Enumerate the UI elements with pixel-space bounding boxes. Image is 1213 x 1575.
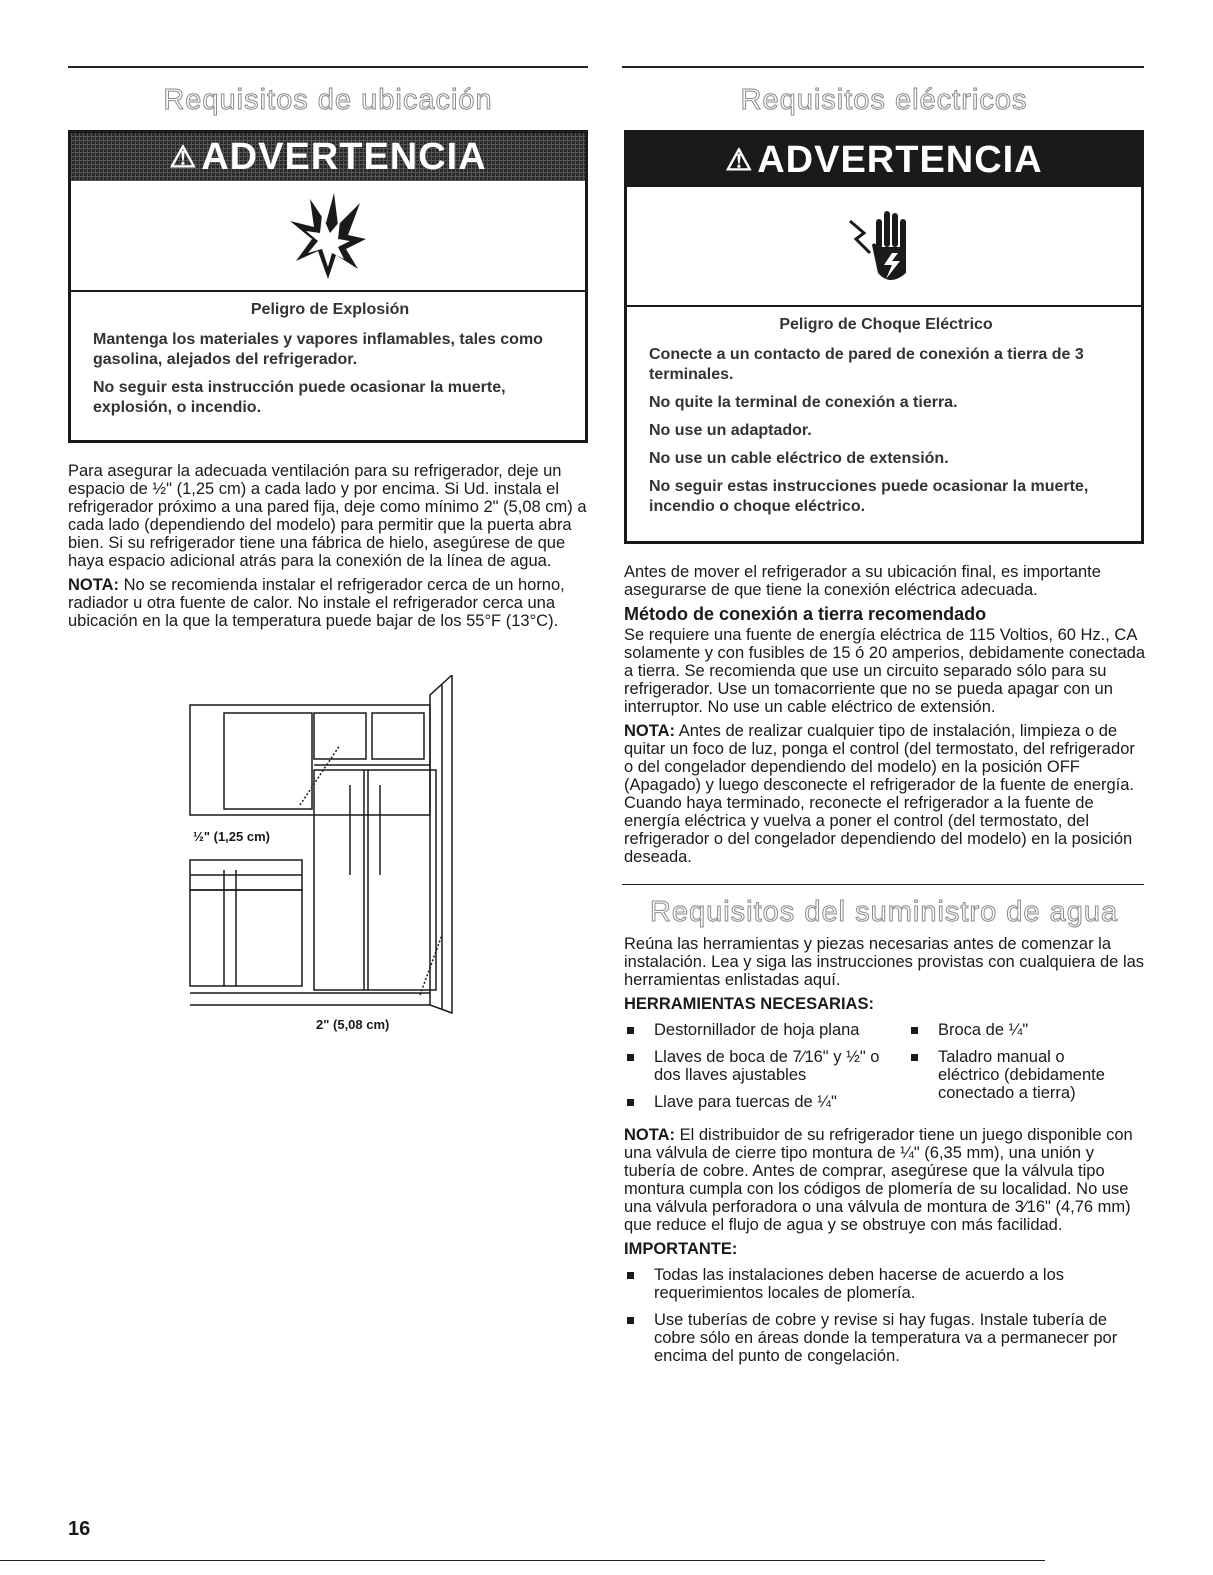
- top-rule-left: [68, 66, 588, 68]
- page-number: 16: [68, 1518, 91, 1540]
- list-item: Broca de ¼": [908, 1021, 1128, 1039]
- hazard-title: Peligro de Choque Eléctrico: [779, 316, 993, 333]
- note-text: Antes de realizar cualquier tipo de instalación, limpieza o de quitar un foco de luz, ponga el control (del termostato, del refrigerador o del congelador dependiendo del modelo) en la posición OFF (Apagado) y luego desconecte el refrigerador de la fuente de energía. Cuando haya terminado, reconecte el refrigerador a la fuente de energía eléctrica y vuelva a poner el control (del termostato, del refrigerador o del congelador dependiendo del modelo) en la posición deseada.: [624, 722, 1135, 866]
- explosion-icon: [288, 191, 368, 281]
- warning-line: No seguir estas instrucciones puede ocasionar la muerte, incendio o choque eléctrico.: [649, 478, 1089, 515]
- note-label: NOTA:: [624, 722, 676, 740]
- section-title-location: Requisitos de ubicación: [163, 84, 493, 116]
- warning-header-label: ADVERTENCIA: [201, 135, 487, 178]
- warning-triangle-icon: ⚠: [169, 140, 198, 174]
- clearance-figure: [180, 675, 480, 1035]
- tools-heading: HERRAMIENTAS NECESARIAS:: [624, 995, 874, 1013]
- tools-list-right: [908, 1021, 1128, 1120]
- top-rule-right: [622, 66, 1144, 68]
- mid-rule-right: [622, 884, 1144, 885]
- warning-box-explosion: [68, 130, 588, 443]
- figure-label-two-inch: 2" (5,08 cm): [316, 1017, 390, 1032]
- warning-line: Conecte a un contacto de pared de conexión a tierra de 3 terminales.: [649, 346, 1084, 383]
- electric-shock-icon: [844, 201, 924, 291]
- electrical-intro: Antes de mover el refrigerador a su ubicación final, es importante asegurarse de que tiene la conexión eléctrica adecuada.: [624, 563, 1101, 599]
- note-text: No se recomienda instalar el refrigerador cerca de un horno, radiador u otra fuente de calor. No instale el refrigerador cerca una ubicación en la que la temperatura puede bajar de los 55°F (13°C).: [68, 576, 565, 630]
- shock-icon-area: [627, 187, 1141, 307]
- important-list: [624, 1266, 1146, 1365]
- warning-line: No use un adaptador.: [649, 422, 812, 439]
- grounding-paragraph: Se requiere una fuente de energía eléctrica de 115 Voltios, 60 Hz., CA solamente y con fusibles de 15 ó 20 amperios, debidamente conectada a tierra. Se recomienda que use un circuito separado sólo para su refrigerador. Use un tomacorriente que no se pueda apagar con un interruptor. No use un cable eléctrico de extensión.: [624, 626, 1145, 716]
- warning-header-label: ADVERTENCIA: [757, 138, 1043, 181]
- list-item: Taladro manual o eléctrico (debidamente conectado a tierra): [908, 1048, 1128, 1102]
- bottom-rule: [0, 1560, 1045, 1561]
- figure-label-half-inch: ½" (1,25 cm): [193, 829, 270, 844]
- tools-list: [624, 1021, 1146, 1120]
- warning-line: No quite la terminal de conexión a tierra.: [649, 394, 958, 411]
- warning-line: Mantenga los materiales y vapores inflamables, tales como gasolina, alejados del refrigerador.: [93, 331, 543, 368]
- important-heading: IMPORTANTE:: [624, 1240, 738, 1258]
- note-text: El distribuidor de su refrigerador tiene un juego disponible con una válvula de cierre tipo montura de ¼" (6,35 mm), una unión y tubería de cobre. Antes de comprar, asegúrese que la válvula tipo montura cumpla con los códigos de plomería de su localidad. No use una válvula perforadora o una válvula de montura de 3⁄16" (4,76 mm) que reduce el flujo de agua y se obstruye con más facilidad.: [624, 1126, 1133, 1234]
- warning-header: [627, 133, 1141, 187]
- explosion-icon-area: [71, 181, 585, 292]
- location-note: [68, 576, 588, 630]
- warning-triangle-icon: ⚠: [725, 143, 754, 177]
- list-item: Todas las instalaciones deben hacerse de acuerdo a los requerimientos locales de plomería.: [624, 1266, 1146, 1302]
- warning-body: [71, 292, 585, 436]
- warning-line: No use un cable eléctrico de extensión.: [649, 450, 949, 467]
- warning-line: No seguir esta instrucción puede ocasionar la muerte, explosión, o incendio.: [93, 379, 506, 416]
- hazard-title: Peligro de Explosión: [250, 301, 410, 318]
- warning-header: [71, 133, 585, 181]
- location-paragraph: Para asegurar la adecuada ventilación para su refrigerador, deje un espacio de ½" (1,25 cm) a cada lado y por encima. Si Ud. instala el refrigerador próximo a una pared fija, deje como mínimo 2" (5,08 cm) a cada lado (dependiendo del modelo) para permitir que la puerta abra bien. Si su refrigerador tiene una fábrica de hielo, asegúrese de que haya espacio adicional atrás para la conexión de la línea de agua.: [68, 462, 587, 570]
- tools-list-left: [624, 1021, 894, 1120]
- warning-box-electric: [624, 130, 1144, 544]
- note-label: NOTA:: [68, 576, 120, 594]
- water-note: [624, 1126, 1146, 1234]
- note-label: NOTA:: [624, 1126, 676, 1144]
- electrical-text: [624, 563, 1146, 872]
- section-title-electrical: Requisitos eléctricos: [740, 84, 1028, 116]
- warning-body: [627, 307, 1141, 535]
- water-paragraph: Reúna las herramientas y piezas necesarias antes de comenzar la instalación. Lea y siga las instrucciones provistas con cualquiera de las herramientas enlistadas aquí.: [624, 935, 1145, 989]
- electrical-note: [624, 722, 1146, 866]
- water-text: [624, 935, 1146, 1374]
- section-title-water: Requisitos del suministro de agua: [649, 896, 1119, 928]
- list-item: Llaves de boca de 7⁄16" y ½" o dos llaves ajustables: [624, 1048, 894, 1084]
- list-item: Use tuberías de cobre y revise si hay fugas. Instale tubería de cobre sólo en áreas donde la temperatura va a permanecer por encima del punto de congelación.: [624, 1311, 1146, 1365]
- list-item: Llave para tuercas de ¼": [624, 1093, 894, 1111]
- list-item: Destornillador de hoja plana: [624, 1021, 894, 1039]
- grounding-heading: Método de conexión a tierra recomendado: [624, 604, 987, 624]
- location-text: [68, 462, 588, 636]
